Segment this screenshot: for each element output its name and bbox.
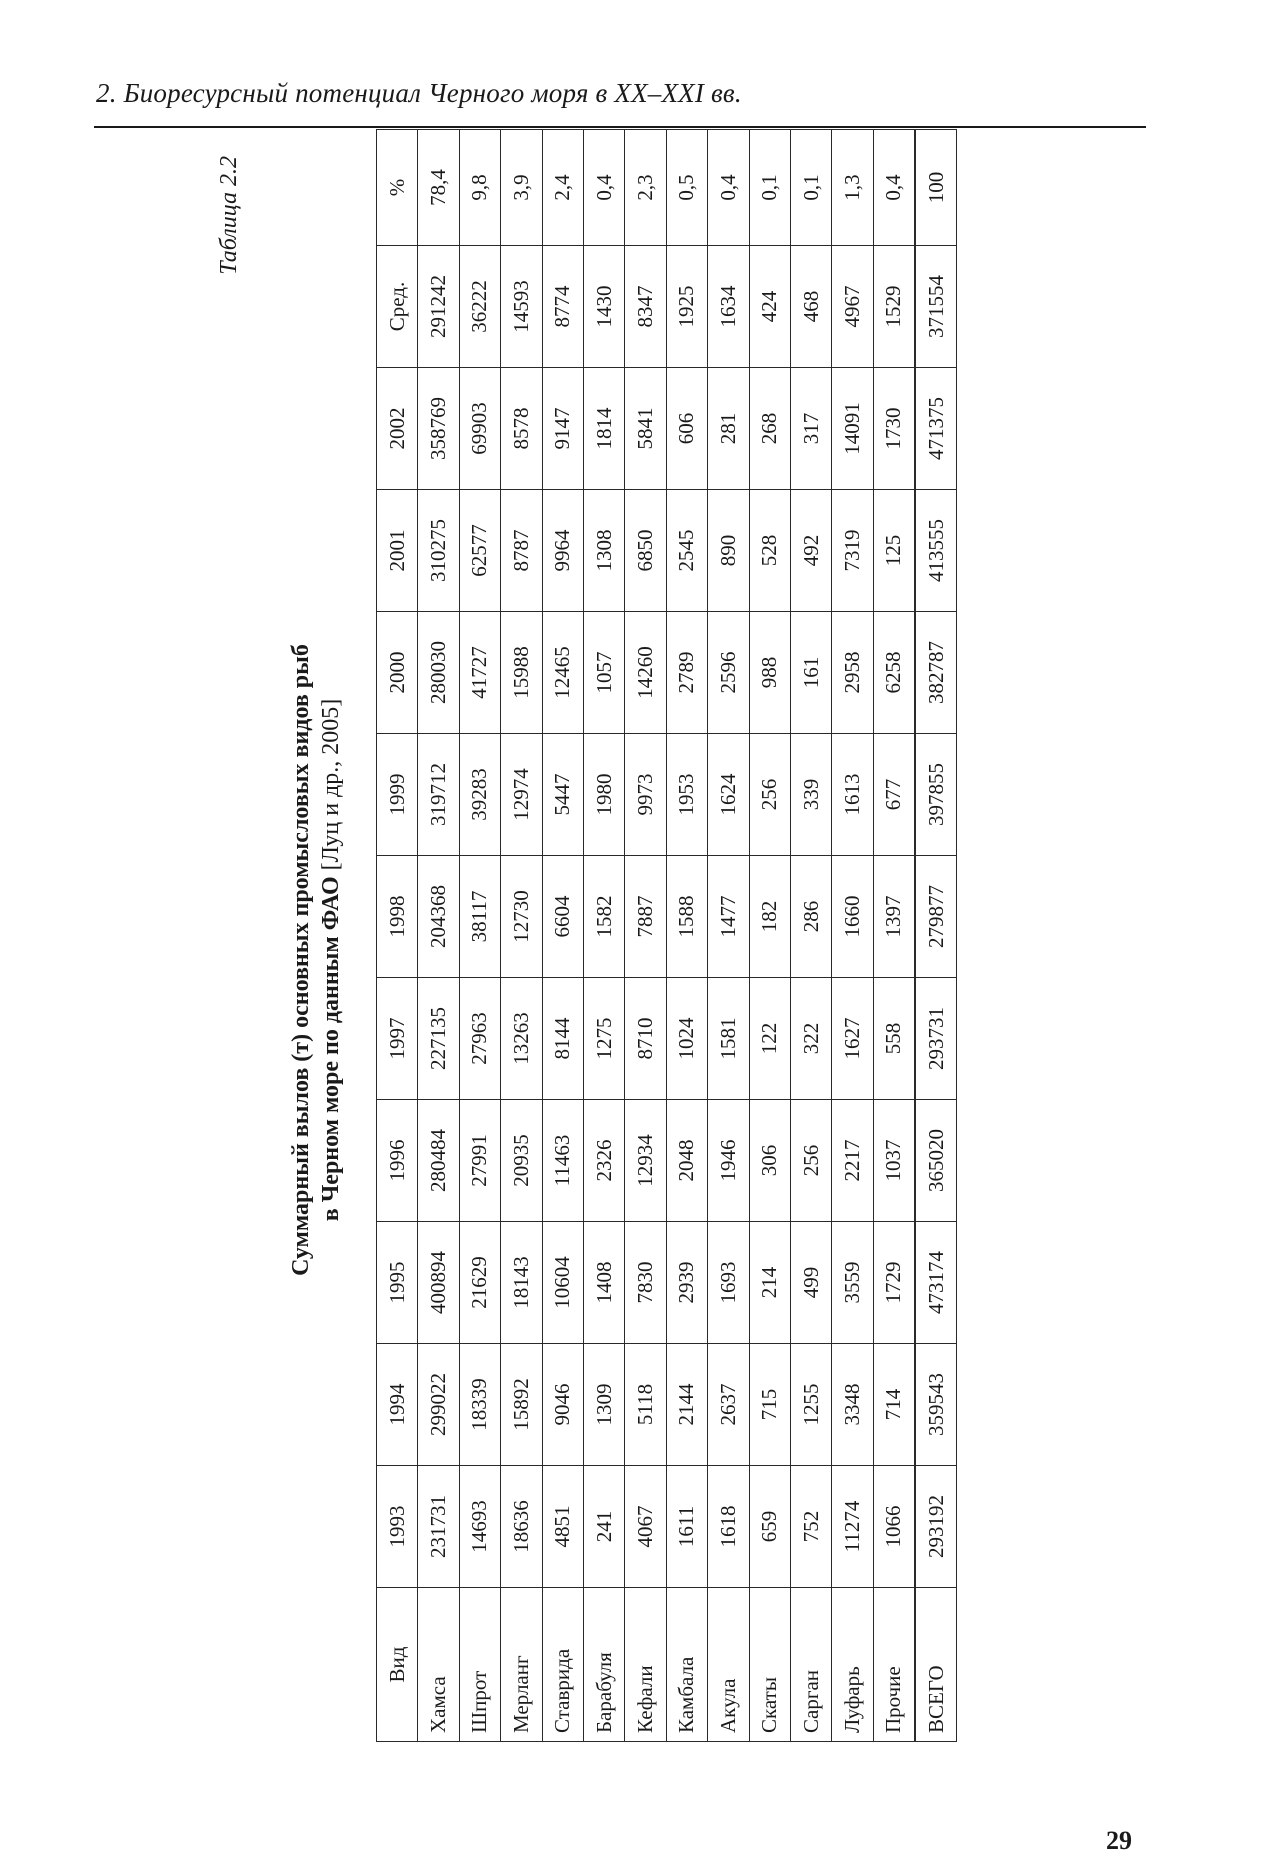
value-cell: 39283 bbox=[459, 734, 500, 856]
species-cell: Камбала bbox=[666, 1588, 707, 1742]
column-header: 2001 bbox=[377, 490, 418, 612]
value-cell: 0,4 bbox=[873, 130, 915, 246]
value-cell: 125 bbox=[873, 490, 915, 612]
value-cell: 286 bbox=[790, 856, 831, 978]
value-cell: 291242 bbox=[418, 246, 459, 368]
value-cell: 1980 bbox=[583, 734, 624, 856]
value-cell: 306 bbox=[749, 1100, 790, 1222]
value-cell: 11463 bbox=[542, 1100, 583, 1222]
value-cell: 358769 bbox=[418, 368, 459, 490]
value-cell: 0,1 bbox=[790, 130, 831, 246]
value-cell: 0,4 bbox=[708, 130, 749, 246]
value-cell: 1693 bbox=[708, 1222, 749, 1344]
value-cell: 2637 bbox=[708, 1344, 749, 1466]
value-cell: 1408 bbox=[583, 1222, 624, 1344]
value-cell: 1660 bbox=[832, 856, 873, 978]
value-cell: 528 bbox=[749, 490, 790, 612]
value-cell: 6604 bbox=[542, 856, 583, 978]
value-cell: 1611 bbox=[666, 1466, 707, 1588]
species-cell: Прочие bbox=[873, 1588, 915, 1742]
value-cell: 715 bbox=[749, 1344, 790, 1466]
value-cell: 293731 bbox=[915, 978, 957, 1100]
value-cell: 1275 bbox=[583, 978, 624, 1100]
table-row bbox=[625, 130, 666, 1742]
value-cell: 9964 bbox=[542, 490, 583, 612]
value-cell: 8347 bbox=[625, 246, 666, 368]
table-row bbox=[666, 130, 707, 1742]
value-cell: 2545 bbox=[666, 490, 707, 612]
column-header: % bbox=[377, 130, 418, 246]
value-cell: 317 bbox=[790, 368, 831, 490]
caption-line-1: Суммарный вылов (т) основных промысловых видов рыб bbox=[288, 644, 314, 1276]
column-header: 1995 bbox=[377, 1222, 418, 1344]
value-cell: 1925 bbox=[666, 246, 707, 368]
value-cell: 1430 bbox=[583, 246, 624, 368]
value-cell: 359543 bbox=[915, 1344, 957, 1466]
value-cell: 0,4 bbox=[583, 130, 624, 246]
value-cell: 1634 bbox=[708, 246, 749, 368]
value-cell: 1024 bbox=[666, 978, 707, 1100]
value-cell: 231731 bbox=[418, 1466, 459, 1588]
value-cell: 6258 bbox=[873, 612, 915, 734]
value-cell: 468 bbox=[790, 246, 831, 368]
value-cell: 5841 bbox=[625, 368, 666, 490]
column-header: 1998 bbox=[377, 856, 418, 978]
value-cell: 492 bbox=[790, 490, 831, 612]
value-cell: 8787 bbox=[501, 490, 542, 612]
value-cell: 12974 bbox=[501, 734, 542, 856]
value-cell: 1,3 bbox=[832, 130, 873, 246]
value-cell: 18339 bbox=[459, 1344, 500, 1466]
column-header: 2002 bbox=[377, 368, 418, 490]
caption-line-2-main: в Черном море по данным ФАО bbox=[318, 876, 344, 1222]
table-row bbox=[542, 130, 583, 1742]
column-header: Сред. bbox=[377, 246, 418, 368]
running-title: 2. Биоресурсный потенциал Черного моря в XX–XXI вв. bbox=[96, 78, 742, 108]
value-cell: 2,4 bbox=[542, 130, 583, 246]
value-cell: 293192 bbox=[915, 1466, 957, 1588]
value-cell: 27991 bbox=[459, 1100, 500, 1222]
value-cell: 281 bbox=[708, 368, 749, 490]
value-cell: 2958 bbox=[832, 612, 873, 734]
value-cell: 11274 bbox=[832, 1466, 873, 1588]
value-cell: 714 bbox=[873, 1344, 915, 1466]
value-cell: 12730 bbox=[501, 856, 542, 978]
value-cell: 20935 bbox=[501, 1100, 542, 1222]
value-cell: 100 bbox=[915, 130, 957, 246]
value-cell: 4967 bbox=[832, 246, 873, 368]
value-cell: 471375 bbox=[915, 368, 957, 490]
value-cell: 3,9 bbox=[501, 130, 542, 246]
value-cell: 1729 bbox=[873, 1222, 915, 1344]
value-cell: 659 bbox=[749, 1466, 790, 1588]
value-cell: 322 bbox=[790, 978, 831, 1100]
value-cell: 677 bbox=[873, 734, 915, 856]
value-cell: 1037 bbox=[873, 1100, 915, 1222]
value-cell: 268 bbox=[749, 368, 790, 490]
table-row bbox=[501, 130, 542, 1742]
value-cell: 0,1 bbox=[749, 130, 790, 246]
value-cell: 7830 bbox=[625, 1222, 666, 1344]
value-cell: 1581 bbox=[708, 978, 749, 1100]
value-cell: 1730 bbox=[873, 368, 915, 490]
caption-line-2 bbox=[316, 240, 346, 1680]
value-cell: 1953 bbox=[666, 734, 707, 856]
value-cell: 9147 bbox=[542, 368, 583, 490]
value-cell: 227135 bbox=[418, 978, 459, 1100]
value-cell: 1814 bbox=[583, 368, 624, 490]
value-cell: 18143 bbox=[501, 1222, 542, 1344]
value-cell: 280030 bbox=[418, 612, 459, 734]
value-cell: 371554 bbox=[915, 246, 957, 368]
catch-table bbox=[376, 129, 957, 1742]
value-cell: 13263 bbox=[501, 978, 542, 1100]
species-cell: Сарган bbox=[790, 1588, 831, 1742]
table-row bbox=[832, 130, 873, 1742]
value-cell: 21629 bbox=[459, 1222, 500, 1344]
value-cell: 1618 bbox=[708, 1466, 749, 1588]
value-cell: 1946 bbox=[708, 1100, 749, 1222]
value-cell: 424 bbox=[749, 246, 790, 368]
value-cell: 0,5 bbox=[666, 130, 707, 246]
value-cell: 413555 bbox=[915, 490, 957, 612]
value-cell: 1397 bbox=[873, 856, 915, 978]
value-cell: 280484 bbox=[418, 1100, 459, 1222]
value-cell: 1057 bbox=[583, 612, 624, 734]
value-cell: 14593 bbox=[501, 246, 542, 368]
value-cell: 4067 bbox=[625, 1466, 666, 1588]
species-cell: Ставрида bbox=[542, 1588, 583, 1742]
value-cell: 2217 bbox=[832, 1100, 873, 1222]
column-header: 2000 bbox=[377, 612, 418, 734]
value-cell: 15988 bbox=[501, 612, 542, 734]
value-cell: 1582 bbox=[583, 856, 624, 978]
value-cell: 12465 bbox=[542, 612, 583, 734]
value-cell: 14693 bbox=[459, 1466, 500, 1588]
value-cell: 122 bbox=[749, 978, 790, 1100]
value-cell: 9973 bbox=[625, 734, 666, 856]
value-cell: 161 bbox=[790, 612, 831, 734]
value-cell: 38117 bbox=[459, 856, 500, 978]
value-cell: 2326 bbox=[583, 1100, 624, 1222]
value-cell: 78,4 bbox=[418, 130, 459, 246]
value-cell: 279877 bbox=[915, 856, 957, 978]
table-row bbox=[873, 130, 915, 1742]
column-header: 1994 bbox=[377, 1344, 418, 1466]
table-row bbox=[749, 130, 790, 1742]
value-cell: 890 bbox=[708, 490, 749, 612]
caption-reference: [Луц и др., 2005] bbox=[318, 698, 344, 877]
value-cell: 499 bbox=[790, 1222, 831, 1344]
value-cell: 9046 bbox=[542, 1344, 583, 1466]
value-cell: 1308 bbox=[583, 490, 624, 612]
value-cell: 36222 bbox=[459, 246, 500, 368]
value-cell: 1255 bbox=[790, 1344, 831, 1466]
value-cell: 606 bbox=[666, 368, 707, 490]
table-body bbox=[418, 130, 957, 1742]
value-cell: 2,3 bbox=[625, 130, 666, 246]
value-cell: 3559 bbox=[832, 1222, 873, 1344]
value-cell: 1529 bbox=[873, 246, 915, 368]
value-cell: 8774 bbox=[542, 246, 583, 368]
value-cell: 5118 bbox=[625, 1344, 666, 1466]
value-cell: 752 bbox=[790, 1466, 831, 1588]
value-cell: 5447 bbox=[542, 734, 583, 856]
page-number: 29 bbox=[1106, 1826, 1132, 1855]
species-cell: Хамса bbox=[418, 1588, 459, 1742]
table-row bbox=[583, 130, 624, 1742]
value-cell: 3348 bbox=[832, 1344, 873, 1466]
species-cell: Луфарь bbox=[832, 1588, 873, 1742]
value-cell: 14091 bbox=[832, 368, 873, 490]
value-cell: 1309 bbox=[583, 1344, 624, 1466]
column-header: 1999 bbox=[377, 734, 418, 856]
value-cell: 1627 bbox=[832, 978, 873, 1100]
value-cell: 299022 bbox=[418, 1344, 459, 1466]
value-cell: 12934 bbox=[625, 1100, 666, 1222]
value-cell: 2048 bbox=[666, 1100, 707, 1222]
table-row bbox=[708, 130, 749, 1742]
value-cell: 339 bbox=[790, 734, 831, 856]
table-row bbox=[459, 130, 500, 1742]
species-cell: Акула bbox=[708, 1588, 749, 1742]
value-cell: 8710 bbox=[625, 978, 666, 1100]
table-row bbox=[790, 130, 831, 1742]
column-header-species: Вид bbox=[377, 1588, 418, 1742]
value-cell: 2939 bbox=[666, 1222, 707, 1344]
value-cell: 7319 bbox=[832, 490, 873, 612]
value-cell: 7887 bbox=[625, 856, 666, 978]
value-cell: 988 bbox=[749, 612, 790, 734]
table-row bbox=[418, 130, 459, 1742]
species-cell: Скаты bbox=[749, 1588, 790, 1742]
value-cell: 8578 bbox=[501, 368, 542, 490]
value-cell: 310275 bbox=[418, 490, 459, 612]
value-cell: 214 bbox=[749, 1222, 790, 1344]
table-caption bbox=[286, 240, 346, 1680]
value-cell: 41727 bbox=[459, 612, 500, 734]
value-cell: 18636 bbox=[501, 1466, 542, 1588]
value-cell: 1066 bbox=[873, 1466, 915, 1588]
species-cell: Барабуля bbox=[583, 1588, 624, 1742]
value-cell: 6850 bbox=[625, 490, 666, 612]
value-cell: 8144 bbox=[542, 978, 583, 1100]
table-header-row bbox=[377, 130, 418, 1742]
species-cell: Кефали bbox=[625, 1588, 666, 1742]
value-cell: 1624 bbox=[708, 734, 749, 856]
value-cell: 14260 bbox=[625, 612, 666, 734]
value-cell: 473174 bbox=[915, 1222, 957, 1344]
value-cell: 2596 bbox=[708, 612, 749, 734]
value-cell: 241 bbox=[583, 1466, 624, 1588]
value-cell: 4851 bbox=[542, 1466, 583, 1588]
value-cell: 256 bbox=[790, 1100, 831, 1222]
value-cell: 204368 bbox=[418, 856, 459, 978]
table-total-row bbox=[915, 130, 957, 1742]
value-cell: 2789 bbox=[666, 612, 707, 734]
value-cell: 2144 bbox=[666, 1344, 707, 1466]
species-cell: Мерланг bbox=[501, 1588, 542, 1742]
value-cell: 1613 bbox=[832, 734, 873, 856]
value-cell: 182 bbox=[749, 856, 790, 978]
column-header: 1993 bbox=[377, 1466, 418, 1588]
value-cell: 400894 bbox=[418, 1222, 459, 1344]
column-header: 1996 bbox=[377, 1100, 418, 1222]
value-cell: 1588 bbox=[666, 856, 707, 978]
table-label: Таблица 2.2 bbox=[216, 156, 242, 275]
value-cell: 15892 bbox=[501, 1344, 542, 1466]
value-cell: 9,8 bbox=[459, 130, 500, 246]
value-cell: 558 bbox=[873, 978, 915, 1100]
value-cell: 69903 bbox=[459, 368, 500, 490]
column-header: 1997 bbox=[377, 978, 418, 1100]
value-cell: 62577 bbox=[459, 490, 500, 612]
value-cell: 319712 bbox=[418, 734, 459, 856]
value-cell: 27963 bbox=[459, 978, 500, 1100]
value-cell: 10604 bbox=[542, 1222, 583, 1344]
species-cell: Шпрот bbox=[459, 1588, 500, 1742]
value-cell: 1477 bbox=[708, 856, 749, 978]
value-cell: 365020 bbox=[915, 1100, 957, 1222]
value-cell: 397855 bbox=[915, 734, 957, 856]
species-cell: ВСЕГО bbox=[915, 1588, 957, 1742]
value-cell: 382787 bbox=[915, 612, 957, 734]
value-cell: 256 bbox=[749, 734, 790, 856]
